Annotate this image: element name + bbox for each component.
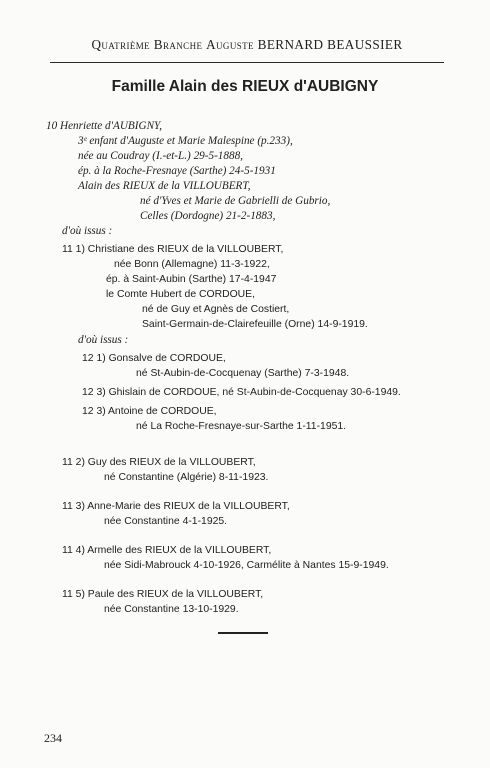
entry-line-6: né d'Yves et Marie de Gabrielli de Gubrio, [140,195,331,207]
entry-line-20: né La Roche-Fresnaye-sur-Sarthe 1-11-1951. [136,421,347,432]
entry-line-12: le Comte Hubert de CORDOUE, [106,289,255,300]
entry-line-19: 12 3) Antoine de CORDOUE, [82,406,217,417]
entry-line-22: né Constantine (Algérie) 8-11-1923. [104,472,269,483]
entry-line-21: 11 2) Guy des RIEUX de la VILLOUBERT, [62,457,256,468]
entry-line-5: Alain des RIEUX de la VILLOUBERT, [78,180,251,192]
entry-line-18: 12 3) Ghislain de CORDOUE, né St-Aubin-de-Cocquenay 30-6-1949. [82,387,401,398]
entry-line-25: 11 4) Armelle des RIEUX de la VILLOUBERT, [62,545,272,556]
running-head-auguste: Auguste [206,37,254,52]
entry-line-4: ép. à la Roche-Fresnaye (Sarthe) 24-5-1931 [78,165,276,177]
entry-line-2: 3ᵉ enfant d'Auguste et Marie Malespine (p.233), [78,135,293,147]
entry-line-14: Saint-Germain-de-Clairefeuille (Orne) 14-9-1919. [142,319,368,330]
header-rule [50,62,444,63]
entry-line-27: 11 5) Paule des RIEUX de la VILLOUBERT, [62,589,264,600]
entry-line-28: née Constantine 13-10-1929. [104,604,239,615]
page-number: 234 [44,731,62,745]
entry-line-23: 11 3) Anne-Marie des RIEUX de la VILLOUBERT, [62,501,290,512]
entry-line-8: d'où issus : [62,225,113,237]
entry-line-24: née Constantine 4-1-1925. [104,516,228,527]
running-head-branch-name: Branche [153,37,203,52]
end-rule [218,632,268,634]
entry-line-9: 11 1) Christiane des RIEUX de la VILLOUBERT, [62,244,284,255]
running-head-branch-word: Quatrième [91,37,151,52]
entry-line-13: né de Guy et Agnès de Costiert, [142,304,290,315]
entry-line-1: 10 Henriette d'AUBIGNY, [46,120,163,132]
family-title: Famille Alain des RIEUX d'AUBIGNY [111,78,379,95]
entry-line-15: d'où issus : [78,334,129,346]
entry-line-7: Celles (Dordogne) 21-2-1883, [140,210,276,222]
entry-line-10: née Bonn (Allemagne) 11-3-1922, [114,259,270,270]
entry-line-26: née Sidi-Mabrouck 4-10-1926, Carmélite à Nantes 15-9-1949. [104,560,389,571]
entry-line-17: né St-Aubin-de-Cocquenay (Sarthe) 7-3-1948. [136,368,350,379]
entry-line-3: née au Coudray (I.-et-L.) 29-5-1888, [78,150,243,162]
entry-line-11: ép. à Saint-Aubin (Sarthe) 17-4-1947 [106,274,277,285]
entry-line-16: 12 1) Gonsalve de CORDOUE, [82,353,226,364]
running-head [52,37,442,53]
running-head-names: BERNARD BEAUSSIER [257,37,403,52]
